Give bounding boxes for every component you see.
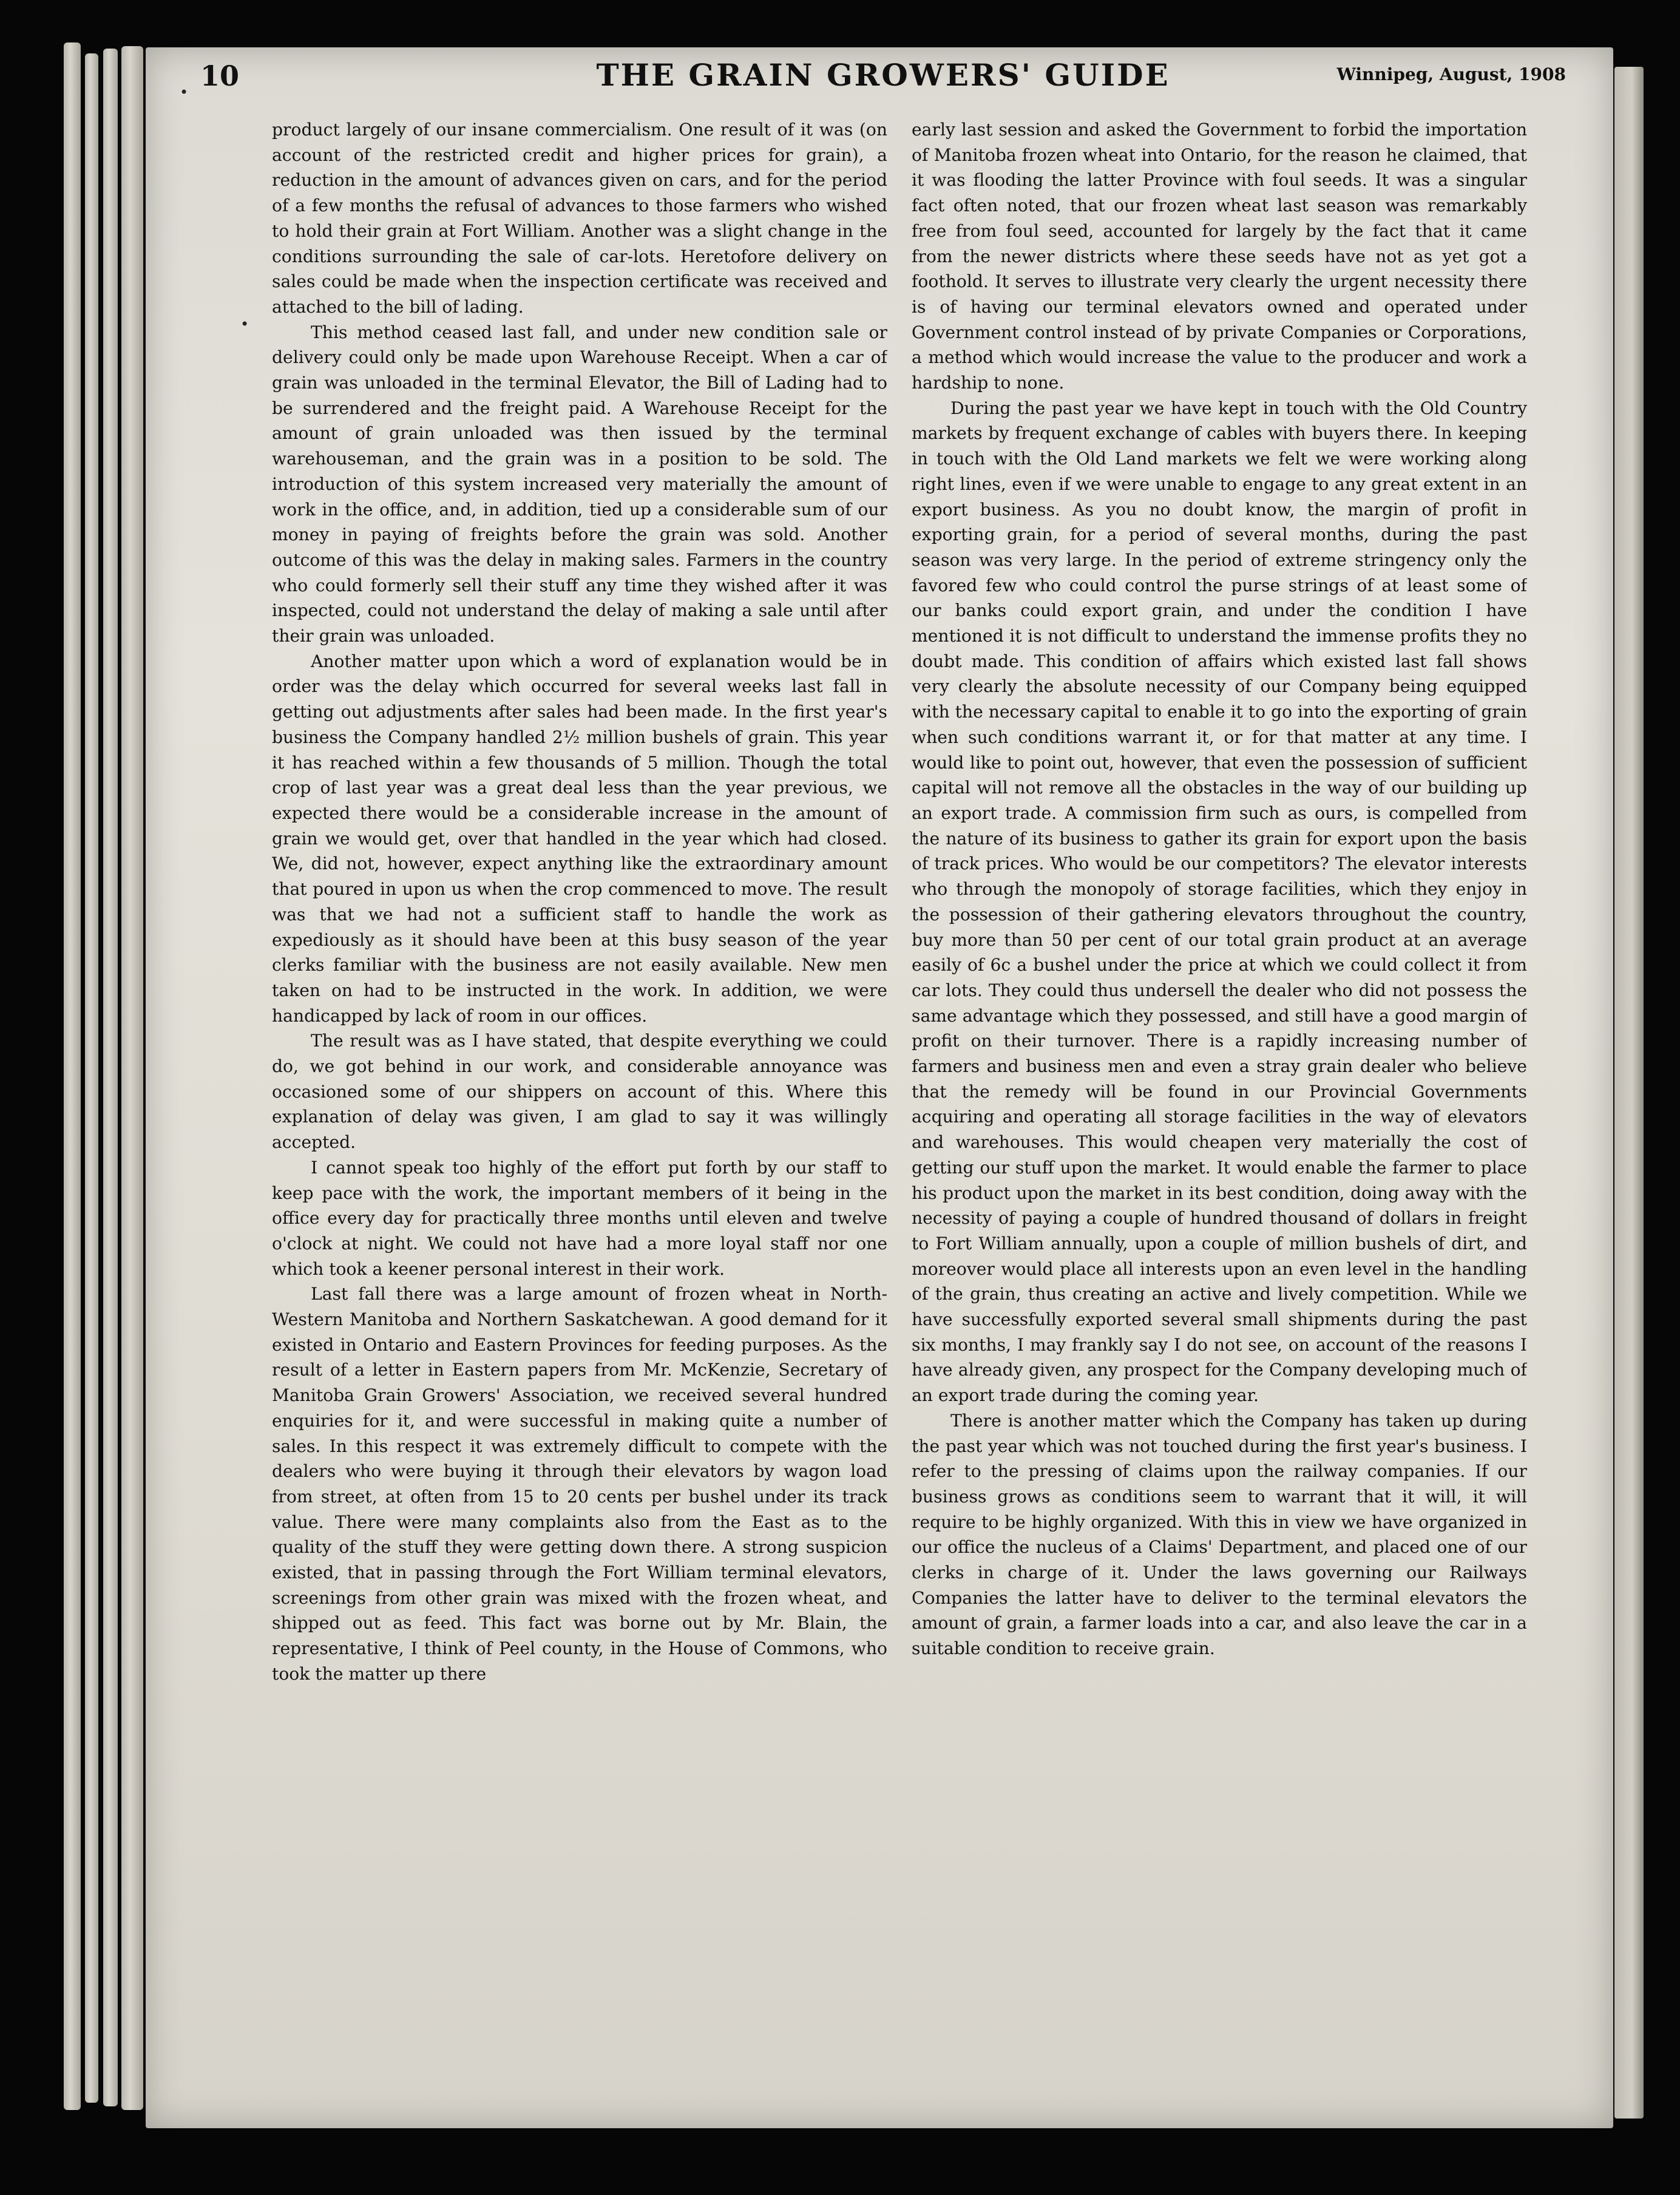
paragraph: I cannot speak too highly of the effort put forth by our staff to keep pace with the work, the important members of it being in the office every day for practically three months until eleven and twelve o'clock at night. We could not have had a more loyal staff nor one which took a keener personal interest in their work.	[272, 1157, 887, 1279]
paragraph: Last fall there was a large amount of frozen wheat in North-Western Manitoba and Northern Saskatchewan. A good demand for it existed in Ontario and Eastern Provinces for feeding purposes. As the result of a letter in Eastern papers from Mr. McKenzie, Secretary of Manitoba Grain Growers' Association, we received several hundred enquiries for it, and were successful in making quite a number of sales. In this respect it was extremely difficult to compete with the dealers who were buying it through their elevators by wagon load from street, at often from 15 to 20 cents per bushel under its track value. There were many complaints also from the East as to the quality of the stuff they were getting down there. A strong suspicion existed, that in passing through the Fort William terminal elevators, screenings from other grain was mixed with the frozen wheat, and shipped out as feed. This fact was borne out by Mr. Blain, the representative, I think of Peel county, in the House of Commons, who took the matter up there	[272, 1284, 887, 1684]
publication-title: THE GRAIN GROWERS' GUIDE	[596, 57, 1170, 93]
stacked-page-edge	[85, 53, 98, 2103]
left-column	[272, 117, 887, 2090]
paragraph: There is another matter which the Company has taken up during the past year which was not touched during the first year's business. I refer to the pressing of claims upon the railway companies. If our business grows as conditions seem to warrant that it will, it will require to be highly organized. With this in view we have organized in our office the nucleus of a Claims' Department, and placed one of our clerks in charge of it. Under the laws governing our Railways Companies the latter have to deliver to the terminal elevators the amount of grain, a farmer loads into a car, and also leave the car in a suitable condition to receive grain.	[912, 1410, 1527, 1659]
scan-speck: •	[240, 316, 249, 333]
right-column	[912, 117, 1527, 2090]
newspaper-page	[146, 47, 1613, 2128]
page-header	[200, 55, 1566, 109]
page-fold-edge	[1614, 67, 1644, 2119]
scan-speck: •	[180, 84, 189, 101]
paragraph: The result was as I have stated, that despite everything we could do, we got behind in our work, and considerable annoyance was occasioned some of our shippers on account of this. Where this explanation of delay was given, I am glad to say it was willingly accepted.	[272, 1031, 887, 1153]
paragraph: Another matter upon which a word of explanation would be in order was the delay which occurred for several weeks last fall in getting out adjustments after sales had been made. In the first year's business the Company handled 2½ million bushels of grain. This year it has reached within a few thousands of 5 million. Though the total crop of last year was a great deal less than the year previous, we expected there would be a considerable increase in the amount of grain we would get, over that handled in the year which had closed. We, did not, however, expect anything like the extraordinary amount that poured in upon us when the crop commenced to move. The result was that we had not a sufficient staff to handle the work as expediously as it should have been at this busy season of the year clerks familiar with the business are not easily available. New men taken on had to be instructed in the work. In addition, we were handicapped by lack of room in our offices.	[272, 651, 887, 1026]
paragraph: product largely of our insane commercialism. One result of it was (on account of the restricted credit and higher prices for grain), a reduction in the amount of advances given on cars, and for the period of a few months the refusal of advances to those farmers who wished to hold their grain at Fort William. Another was a slight change in the conditions surrounding the sale of car-lots. Heretofore delivery on sales could be made when the inspection certificate was received and attached to the bill of lading.	[272, 120, 887, 317]
page-number: 10	[200, 59, 240, 92]
stacked-page-edge	[103, 49, 118, 2106]
dateline: Winnipeg, August, 1908	[1336, 64, 1566, 84]
paragraph: early last session and asked the Government to forbid the importation of Manitoba frozen wheat into Ontario, for the reason he claimed, that it was flooding the latter Province with foul seeds. It was a singular fact often noted, that our frozen wheat last season was remarkably free from foul seed, accounted for largely by the fact that it came from the newer districts where these seeds have not as yet got a foothold. It serves to illustrate very clearly the urgent necessity there is of having our terminal elevators owned and operated under Government control instead of by private Companies or Corporations, a method which would increase the value to the producer and work a hardship to none.	[912, 120, 1527, 393]
stacked-page-edge	[121, 46, 143, 2110]
paragraph: This method ceased last fall, and under new condition sale or delivery could only be made upon Warehouse Receipt. When a car of grain was unloaded in the terminal Elevator, the Bill of Lading had to be surrendered and the freight paid. A Warehouse Receipt for the amount of grain unloaded was then issued by the terminal warehouseman, and the grain was in a position to be sold. The introduction of this system increased very materially the amount of work in the office, and, in addition, tied up a considerable sum of our money in paying of freights before the grain was sold. Another outcome of this was the delay in making sales. Farmers in the country who could formerly sell their stuff any time they wished after it was inspected, could not understand the delay of making a sale until after their grain was unloaded.	[272, 322, 887, 646]
paragraph: During the past year we have kept in touch with the Old Country markets by frequent exchange of cables with buyers there. In keeping in touch with the Old Land markets we felt we were working along right lines, even if we were unable to engage to any great extent in an export business. As you no doubt know, the margin of profit in exporting grain, for a period of several months, during the past season was very large. In the period of extreme stringency only the favored few who could control the purse strings of at least some of our banks could export grain, and under the condition I have mentioned it is not difficult to understand the immense profits they no doubt made. This condition of affairs which existed last fall shows very clearly the absolute necessity of our Company being equipped with the necessary capital to enable it to go into the exporting of grain when such conditions warrant it, or for that matter at any time. I would like to point out, however, that even the possession of sufficient capital will not remove all the obstacles in the way of our building up an export trade. A commission firm such as ours, is compelled from the nature of its business to gather its grain for export upon the basis of track prices. Who would be our competitors? The elevator interests who through the monopoly of storage facilities, which they enjoy in the possession of their gathering elevators throughout the country, buy more than 50 per cent of our total grain product at an average easily of 6c a bushel under the price at which we could collect it from car lots. They could thus undersell the dealer who did not possess the same advantage which they possessed, and still have a good margin of profit on their turnover. There is a rapidly increasing number of farmers and business men and even a stray grain dealer who believe that the remedy will be found in our Provincial Governments acquiring and operating all storage facilities in the way of elevators and warehouses. This would cheapen very materially the cost of getting our stuff upon the market. It would enable the farmer to place his product upon the market in its best condition, doing away with the necessity of paying a couple of hundred thousand of dollars in freight to Fort William annually, upon a couple of million bushels of dirt, and moreover would place all interests upon an even level in the handling of the grain, thus creating an active and lively competition. While we have successfully exported several small shipments during the past six months, I may frankly say I do not see, on account of the reasons I have already given, any prospect for the Company developing much of an export trade during the coming year.	[912, 398, 1527, 1406]
stacked-page-edge	[64, 42, 81, 2110]
